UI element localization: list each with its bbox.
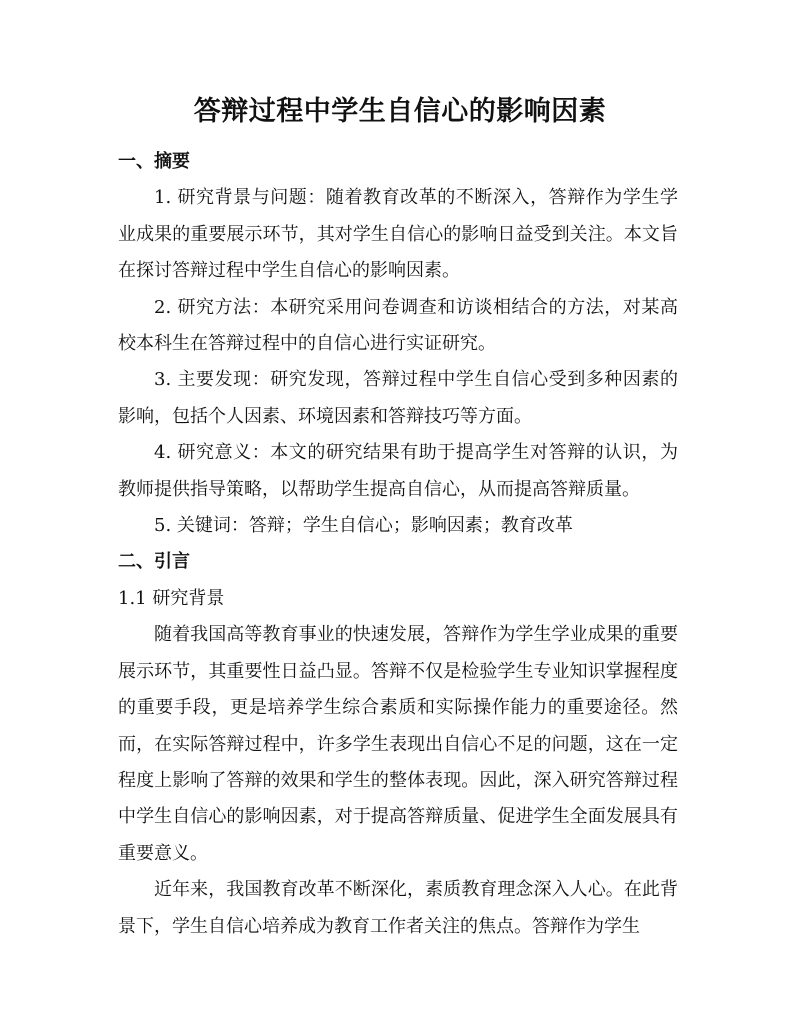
intro-paragraph: 随着我国高等教育事业的快速发展，答辩作为学生学业成果的重要展示环节，其重要性日益凸显。答辩不仅是检验学生专业知识掌握程度的重要手段，更是培养学生综合素质和实际操作能力的重要途径。然而，在实际答辩过程中，许多学生表现出自信心不足的问题，这在一定程度上影响了答辩的效果和学生的整体表现。因此，深入研究答辩过程中学生自信心的影响因素，对于提高答辩质量、促进学生全面发展具有重要意义。 bbox=[118, 624, 678, 864]
abstract-item-method: 2. 研究方法：本研究采用问卷调查和访谈相结合的方法，对某高校本科生在答辩过程中的自信心进行实证研究。 bbox=[118, 296, 678, 355]
abstract-item-keywords: 5. 关键词：答辩；学生自信心；影响因素；教育改革 bbox=[154, 515, 573, 537]
document-body bbox=[118, 144, 678, 945]
subsection-heading-background: 1.1 研究背景 bbox=[118, 587, 225, 609]
abstract-item-findings: 3. 主要发现：研究发现，答辩过程中学生自信心受到多种因素的影响，包括个人因素、环境因素和答辩技巧等方面。 bbox=[118, 369, 678, 427]
intro-paragraph: 近年来，我国教育改革不断深化，素质教育理念深入人心。在此背景下，学生自信心培养成为教育工作者关注的焦点。答辩作为学生 bbox=[118, 879, 678, 937]
document-title: 答辩过程中学生自信心的影响因素 bbox=[193, 96, 607, 127]
section-heading-introduction: 二、引言 bbox=[118, 551, 190, 573]
abstract-item-background: 1. 研究背景与问题：随着教育改革的不断深入，答辩作为学生学业成果的重要展示环节，其对学生自信心的影响日益受到关注。本文旨在探讨答辩过程中学生自信心的影响因素。 bbox=[118, 187, 678, 282]
abstract-item-significance: 4. 研究意义：本文的研究结果有助于提高学生对答辩的认识，为教师提供指导策略，以帮助学生提高自信心，从而提高答辩质量。 bbox=[118, 442, 678, 500]
section-heading-abstract: 一、摘要 bbox=[118, 151, 190, 172]
